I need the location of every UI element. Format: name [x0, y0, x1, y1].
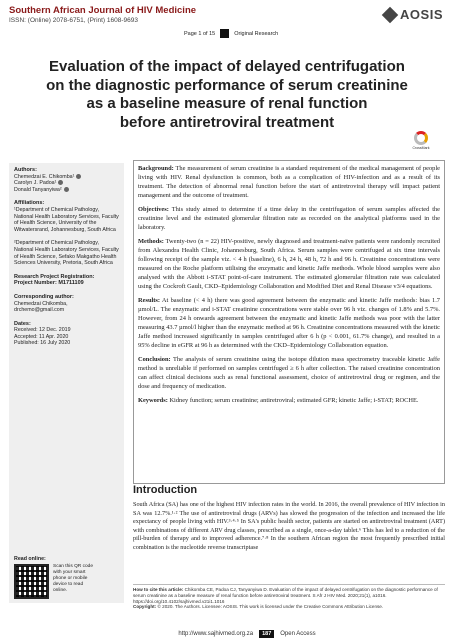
copyright: Copyright: © 2020. The Authors. Licensee: AOSIS. This work is licensed under the Creative Commons Attribution License.	[133, 604, 384, 610]
open-access-label: Open Access	[280, 631, 316, 637]
how-to-cite: How to cite this article: Chikomba CE, Padoa CJ, Tanyanyiwa D. Evaluation of the impact of delayed centrifugation on the diagnostic performance of serum creatinine as a baseline measure of renal function before antiretroviral treatment. S Afr J HIV Med. 2020;21(1), a1016. https://doi.org/10.4102/sajhivmed.v21i1.1016	[133, 587, 438, 604]
author: Chemedzai E. Chikomba¹	[14, 174, 119, 181]
read-online-block	[9, 556, 124, 599]
project-number: Project Number: M1711109	[14, 280, 84, 287]
abstract-methods: Methods: Twenty-two (n = 22) HIV-positive, newly diagnosed and treatment-naïve patients were randomly recruited from Alexandra Health Clinic, Johannesburg, South Africa. Serum samples were centrifuged at six time intervals following receipt of the sample viz. < 4 h (baseline), 6 h, 24 h, 48 h, 72 h and 96 h. Creatinine concentrations were measured on the Roche platform utilising the enzymatic and kinetic Jaffe methods. Whole blood samples were also analysed with the Abbott i-STAT point-of-care instrument. The estimated glomerular filtration rate was calculated using the Cockroft Gault, CKD–Epidemiology Collaboration and Modified Diet and Renal Disease v3/4 equations.	[138, 238, 440, 290]
qr-code[interactable]	[14, 564, 49, 599]
abstract-keywords: Keywords: Kidney function; serum creatinine; antiretroviral; estimated GFR; kinetic Jaffe; i-STAT; ROCHE.	[138, 397, 419, 404]
crossmark-button[interactable]	[408, 131, 434, 150]
title-line: before antiretroviral treatment	[119, 113, 335, 131]
logo-text: AOSIS	[400, 7, 443, 22]
affiliation: ¹Department of Chemical Pathology, National Health Laboratory Services, Faculty of Health Science, University of the Witwatersrand, Johannesburg, South Africa	[14, 206, 119, 233]
abstract-background: Background: The measurement of serum creatinine is a standard requirement of the medical management of people living with HIV. Renal dysfunction is common, both as a complication of HIV-infection and as a result of its treatment. The detection of abnormal renal function before the start of antiretroviral therapy will impact patient management and the outcome of treatment.	[138, 165, 440, 199]
page-number: Page 1 of 15	[184, 30, 216, 37]
journal-name: Southern African Journal of HIV Medicine	[9, 5, 197, 16]
page-info	[184, 29, 278, 38]
abstract-box	[133, 160, 445, 484]
corresponding-author[interactable]: Chemedzai Chikomba, drchemo@gmail.com	[14, 300, 68, 314]
dates-block	[14, 321, 119, 347]
abstract-conclusion: Conclusion: The analysis of serum creatinine using the isotope dilution mass spectrometry traceable kinetic Jaffe method is unreliable if performed on samples centrifuged ≥ 6 h after collection. The raised creatinine concentration can affect clinical decisions such as renal functional assessment, choice of antiretroviral drug or regimen, and the dose and frequency of medication.	[138, 356, 440, 390]
citation-block	[133, 584, 445, 610]
article-sidebar	[9, 163, 124, 603]
abstract-objectives: Objectives: This study aimed to determine if a time delay in the centrifugation of serum samples affected the creatinine level and the estimated glomerular filtration rate as recorded on the analytical platforms used in the laboratory.	[138, 206, 441, 231]
orcid-icon[interactable]	[76, 174, 81, 179]
qr-instructions: Scan this QR code with your smart phone or mobile device to read online.	[53, 564, 93, 593]
orcid-icon[interactable]	[64, 187, 69, 192]
introduction-text: South Africa (SA) has one of the highest HIV infection rates in the world. In 2016, the overall prevalence of HIV infection in SA was 12.7%.¹·² The use of antiretroviral drugs (ARVs) has slowed the progression of the infection and increased the life expectancy of people living with HIV.³·⁴·⁵ In SA's public health sector, patients are started on antiretroviral treatment (ART) with combinations of different ARV drug classes, prescribed as a single, once-a-day tablet.⁶ This has led to a reduction of the pill-burden of therapy and to improved adherence.⁷·⁸ In the southern African region the most frequently prescribed initial combination is the nucleotide reverse transcriptase	[133, 501, 445, 551]
authors-block	[14, 167, 119, 193]
registration-block	[14, 274, 119, 287]
page-footer	[132, 630, 362, 638]
affiliations-heading: Affiliations:	[14, 200, 45, 207]
journal-url[interactable]: http://www.sajhivmed.org.za	[178, 631, 254, 637]
affiliations-block	[14, 200, 119, 266]
affiliation: ²Department of Chemical Pathology, National Health Laboratory Services, Faculty of Health Science, Sefako Makgatho Health Sciences University, Pretoria, South Africa	[14, 240, 119, 267]
dates-heading: Dates:	[14, 320, 31, 327]
section-marker	[220, 29, 229, 38]
orcid-icon[interactable]	[58, 180, 63, 185]
footer-page-number: 187	[259, 630, 274, 638]
abstract-results: Results: At baseline (< 4 h) there was good agreement between the enzymatic and kinetic Jaffe methods: bias 1.7 µmol/L. The enzymatic and i-STAT creatinine concentrations were stable over 96 h viz. changes of 1.8% and 5.7%. However, from 24 h onwards agreement between the enzymatic and kinetic Jaffe methods was poor with the latter measuring 43.7 µmol/l higher than the enzymatic method at 96 h. Creatinine concentrations measured with the kinetic Jaffe method increased significantly in samples centrifuged after 6 h (p < 0.001, 61.7% change), and resulted in a 95% decline in eGFR at 96 h as determined with the CKD–Epidemiology Collaboration equation.	[138, 297, 440, 349]
aosis-logo[interactable]	[383, 7, 443, 22]
authors-heading: Authors:	[14, 167, 37, 173]
section-label: Original Research	[234, 30, 279, 37]
crossmark-label: CrossMark	[412, 146, 430, 150]
date-received: Received: 12 Dec. 2019	[14, 327, 71, 334]
crossmark-icon	[414, 131, 428, 145]
corresponding-heading: Corresponding author:	[14, 293, 74, 300]
date-accepted: Accepted: 11 Apr. 2020	[14, 333, 69, 340]
title-line: on the diagnostic performance of serum creatinine	[46, 76, 408, 94]
registration-heading: Research Project Registration:	[14, 273, 95, 280]
author: Carolyn J. Padoa¹	[14, 180, 119, 187]
introduction-heading: Introduction	[133, 484, 198, 496]
read-online-heading: Read online:	[14, 556, 46, 562]
article-title	[22, 58, 432, 132]
date-published: Published: 16 July 2020	[14, 340, 71, 347]
issn: ISSN: (Online) 2078-6751, (Print) 1608-9693	[9, 17, 138, 24]
journal-header	[9, 5, 196, 24]
aosis-logo-icon	[383, 8, 397, 22]
title-line: Evaluation of the impact of delayed centrifugation	[49, 58, 405, 75]
corresponding-block	[14, 294, 119, 314]
author: Donald Tanyanyiwa²	[14, 187, 119, 194]
title-line: as a baseline measure of renal function	[86, 95, 368, 112]
